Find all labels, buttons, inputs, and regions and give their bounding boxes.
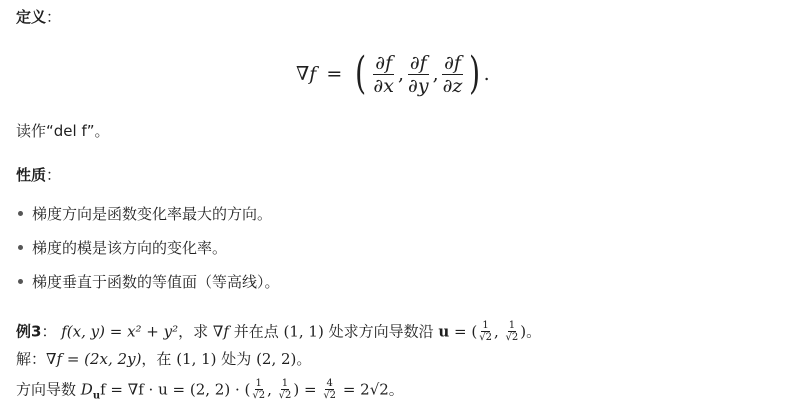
solution-end: 。 <box>296 350 312 368</box>
properties-list <box>16 203 280 305</box>
fraction-df-dx <box>371 52 396 97</box>
fraction-one-over-sqrt2 <box>505 320 520 344</box>
example-point: (1, 1) <box>283 322 324 341</box>
fraction-numerator: 4 <box>326 378 333 389</box>
definition-colon: ： <box>46 8 62 26</box>
list-item <box>16 203 280 237</box>
directional-separator: , <box>267 380 277 399</box>
fraction-numerator: 1 <box>255 378 262 389</box>
fraction-df-dy <box>406 52 431 97</box>
solution-value: (2, 2) <box>256 350 297 368</box>
formula-equals: = <box>326 63 343 85</box>
properties-label: 性质 <box>16 166 47 184</box>
solution-at-suffix: 处为 <box>216 350 257 368</box>
fraction-denominator: ∂y <box>408 74 429 97</box>
solution-point: (1, 1) <box>176 350 217 368</box>
fraction-one-over-sqrt2 <box>251 378 266 402</box>
bullet-icon <box>18 279 23 284</box>
solution-gradient: ∇f = (2x, 2y) <box>46 350 142 368</box>
list-item-text: 梯度的模是该方向的变化率。 <box>32 239 228 257</box>
directional-subscript-u: u <box>92 390 101 402</box>
directional-end: 。 <box>388 380 404 399</box>
example-separator: , <box>493 322 504 341</box>
reading-text: 读作“del f”。 <box>16 122 110 140</box>
list-item-text: 梯度垂直于函数的等值面（等高线）。 <box>32 273 280 291</box>
fraction-denominator: ∂z <box>442 74 463 97</box>
bullet-icon <box>18 211 23 216</box>
directional-label: 方向导数 <box>16 380 81 399</box>
formula-open-paren: ( <box>355 48 367 99</box>
example-u-vector: u <box>438 322 450 341</box>
fraction-numerator: ∂f <box>375 51 393 74</box>
solution-label: 解 <box>16 350 32 368</box>
example-u-equals: = ( <box>449 322 478 341</box>
properties-heading <box>16 164 61 186</box>
fraction-numerator: 1 <box>482 320 489 331</box>
fraction-denominator: √2 <box>505 332 519 343</box>
example-label: 例3 <box>16 322 42 341</box>
example-function: f(x, y) = x² + y² <box>61 322 179 341</box>
formula-period: . <box>483 63 490 85</box>
example-ask-middle: 并在点 <box>228 322 284 341</box>
formula-comma: , <box>397 63 404 85</box>
properties-colon: ： <box>46 166 62 184</box>
directional-rhs: f = ∇f · u = (2, 2) · ( <box>100 380 251 399</box>
directional-D: D <box>80 380 93 399</box>
formula-lhs: ∇f <box>296 63 317 85</box>
fraction-one-over-sqrt2 <box>278 378 293 402</box>
example-ask-prefix: ，求 <box>178 322 213 341</box>
fraction-denominator: √2 <box>278 390 292 401</box>
example-colon: ： <box>41 322 57 341</box>
fraction-four-over-sqrt2 <box>322 378 337 402</box>
list-item <box>16 237 280 271</box>
directional-close: ) = <box>293 380 322 399</box>
formula-comma: , <box>432 63 439 85</box>
solution-colon: ： <box>31 350 47 368</box>
list-item-text: 梯度方向是函数变化率最大的方向。 <box>32 205 273 223</box>
bullet-icon <box>18 245 23 250</box>
fraction-numerator: ∂f <box>409 51 427 74</box>
fraction-numerator: 1 <box>508 320 516 331</box>
fraction-denominator: √2 <box>479 332 492 343</box>
directional-derivative-line <box>16 378 404 408</box>
list-item <box>16 271 280 305</box>
example-grad: ∇f <box>212 322 229 341</box>
fraction-denominator: √2 <box>323 390 337 401</box>
formula-close-paren: ) <box>469 48 481 99</box>
solution-line <box>16 348 311 370</box>
fraction-one-over-sqrt2 <box>478 320 493 344</box>
definition-heading <box>16 6 61 28</box>
directional-result: = 2√2 <box>338 380 389 399</box>
fraction-denominator: ∂x <box>373 74 394 97</box>
solution-at-prefix: ，在 <box>141 350 177 368</box>
fraction-df-dz <box>441 52 465 97</box>
example-u-tail: )。 <box>520 322 542 341</box>
example-line <box>16 320 541 344</box>
definition-label: 定义 <box>16 8 47 26</box>
example-ask-suffix: 处求方向导数沿 <box>323 322 439 341</box>
gradient-formula <box>296 48 490 100</box>
fraction-denominator: √2 <box>252 390 266 401</box>
fraction-numerator: 1 <box>281 378 289 389</box>
fraction-numerator: ∂f <box>444 51 461 74</box>
